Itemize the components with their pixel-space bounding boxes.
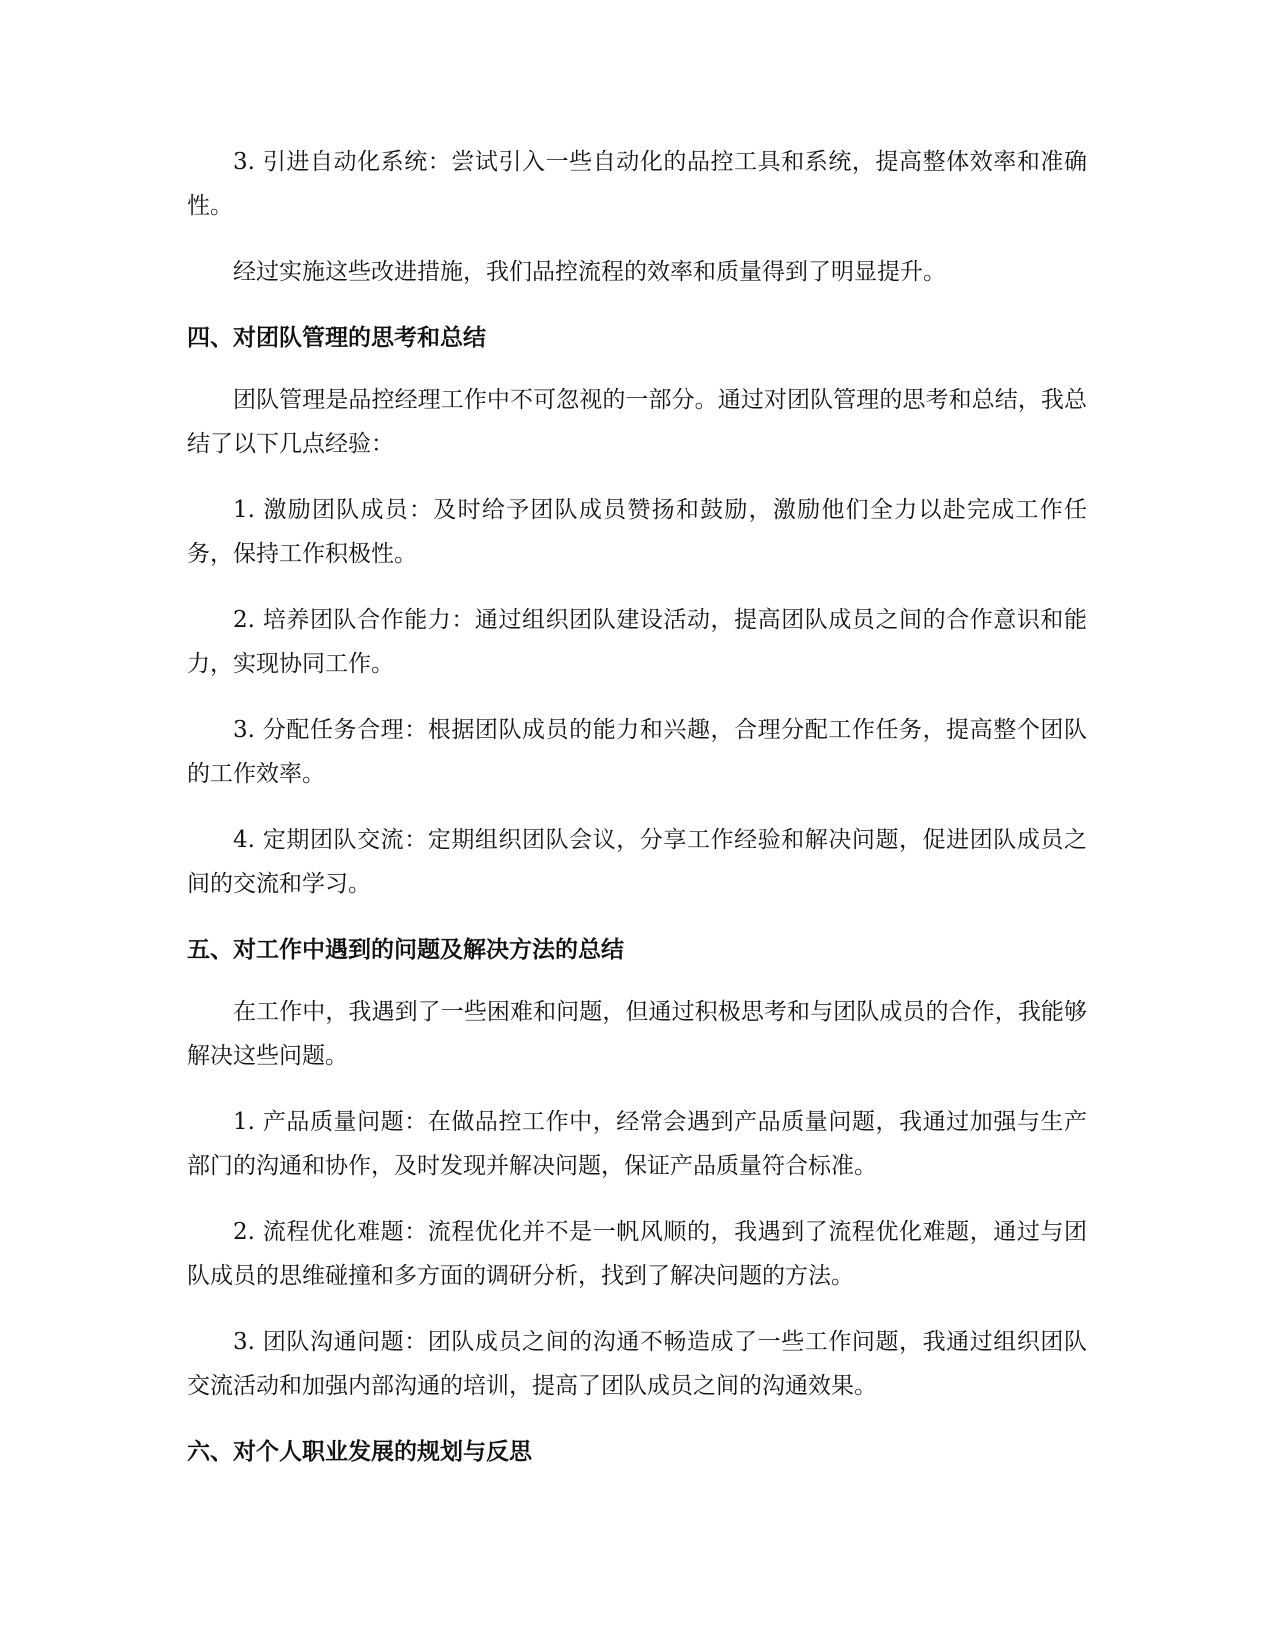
paragraph-problem-item-3: 3. 团队沟通问题：团队成员之间的沟通不畅造成了一些工作问题，我通过组织团队交流活动和加强内部沟通的培训，提高了团队成员之间的沟通效果。 bbox=[187, 1329, 1087, 1399]
paragraph-team-management-intro: 团队管理是品控经理工作中不可忽视的一部分。通过对团队管理的思考和总结，我总结了以下几点经验： bbox=[187, 387, 1087, 457]
paragraph-item-3-automation: 3. 引进自动化系统：尝试引入一些自动化的品控工具和系统，提高整体效率和准确性。 bbox=[187, 149, 1087, 219]
section-heading-problems-solutions: 五、对工作中遇到的问题及解决方法的总结 bbox=[187, 937, 624, 963]
paragraph-problem-item-1: 1. 产品质量问题：在做品控工作中，经常会遇到产品质量问题，我通过加强与生产部门的沟通和协作，及时发现并解决问题，保证产品质量符合标准。 bbox=[187, 1109, 1087, 1179]
section-heading-career-planning: 六、对个人职业发展的规划与反思 bbox=[187, 1439, 532, 1465]
section-heading-team-management: 四、对团队管理的思考和总结 bbox=[187, 325, 486, 351]
paragraph-team-item-3: 3. 分配任务合理：根据团队成员的能力和兴趣，合理分配工作任务，提高整个团队的工作效率。 bbox=[187, 717, 1087, 787]
paragraph-team-item-4: 4. 定期团队交流：定期组织团队会议，分享工作经验和解决问题，促进团队成员之间的交流和学习。 bbox=[187, 827, 1087, 897]
paragraph-problems-intro: 在工作中，我遇到了一些困难和问题，但通过积极思考和与团队成员的合作，我能够解决这些问题。 bbox=[187, 999, 1087, 1069]
document-body bbox=[187, 140, 1087, 1492]
paragraph-problem-item-2: 2. 流程优化难题：流程优化并不是一帆风顺的，我遇到了流程优化难题，通过与团队成员的思维碰撞和多方面的调研分析，找到了解决问题的方法。 bbox=[187, 1219, 1087, 1289]
paragraph-team-item-2: 2. 培养团队合作能力：通过组织团队建设活动，提高团队成员之间的合作意识和能力，实现协同工作。 bbox=[187, 607, 1087, 677]
paragraph-team-item-1: 1. 激励团队成员：及时给予团队成员赞扬和鼓励，激励他们全力以赴完成工作任务，保持工作积极性。 bbox=[187, 497, 1087, 567]
paragraph-improvement-result: 经过实施这些改进措施，我们品控流程的效率和质量得到了明显提升。 bbox=[233, 259, 946, 285]
